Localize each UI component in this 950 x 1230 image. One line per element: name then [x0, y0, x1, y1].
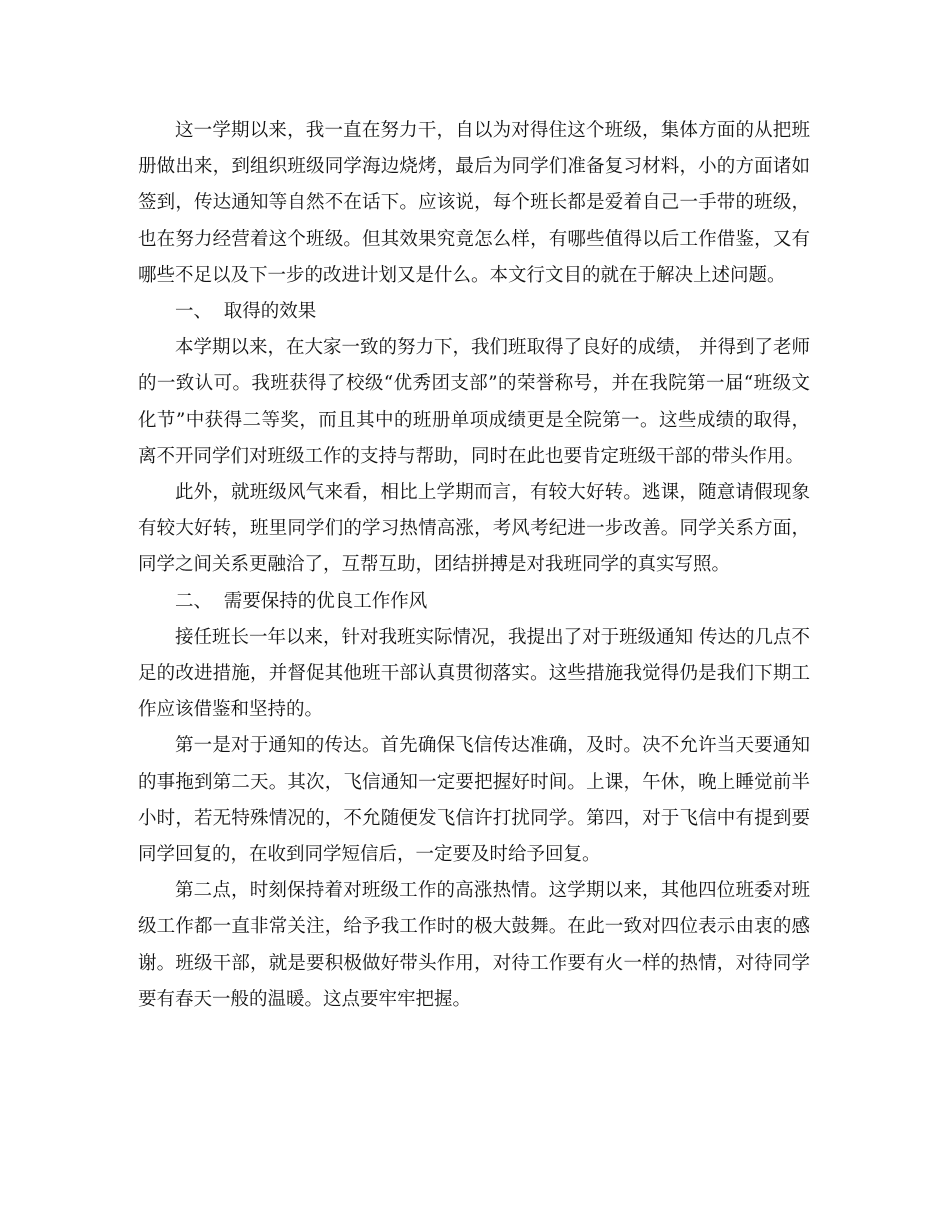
achievements-paragraph: 本学期以来，在大家一致的努力下，我们班取得了良好的成绩， 并得到了老师的一致认可。我班获得了校级“优秀团支部”的荣誉称号，并在我院第一届“班级文化节”中获得二等奖，而且其中的班册单项成绩更是全院第一。这些成绩的取得，离不开同学们对班级工作的支持与帮助，同时在此也要肯定班级干部的带头作用。	[138, 337, 810, 467]
class-atmosphere-paragraph: 此外，就班级风气来看，相比上学期而言，有较大好转。逃课，随意请假现象有较大好转，班里同学们的学习热情高涨，考风考纪进一步改善。同学关系方面，同学之间关系更融洽了，互帮互助，团结拼搏是对我班同学的真实写照。	[138, 482, 810, 576]
section-heading-achievements: 一、 取得的效果	[175, 301, 317, 323]
intro-paragraph: 这一学期以来，我一直在努力干，自以为对得住这个班级，集体方面的从把班册做出来，到组织班级同学海边烧烤，最后为同学们准备复习材料，小的方面诸如签到，传达通知等自然不在话下。应该说，每个班长都是爱着自己一手带的班级，也在努力经营着这个班级。但其效果究竟怎么样，有哪些值得以后工作借鉴，又有哪些不足以及下一步的改进计划又是什么。本文行文目的就在于解决上述问题。	[138, 120, 810, 286]
document-body	[138, 113, 810, 1018]
work-style-intro-paragraph: 接任班长一年以来，针对我班实际情况，我提出了对于班级通知 传达的几点不足的改进措施，并督促其他班干部认真贯彻落实。这些措施我觉得仍是我们下期工作应该借鉴和坚持的。	[138, 626, 810, 721]
enthusiasm-paragraph: 第二点，时刻保持着对班级工作的高涨热情。这学期以来，其他四位班委对班级工作都一直非常关注，给予我工作时的极大鼓舞。在此一致对四位表示由衷的感谢。班级干部，就是要积极做好带头作用，对待工作要有火一样的热情，对待同学要有春天一般的温暖。这点要牢牢把握。	[138, 880, 810, 1010]
notification-paragraph: 第一是对于通知的传达。首先确保飞信传达准确，及时。决不允许当天要通知的事拖到第二天。其次，飞信通知一定要把握好时间。上课，午休，晚上睡觉前半小时，若无特殊情况的，不允随便发飞信许打扰同学。第四，对于飞信中有提到要同学回复的，在收到同学短信后，一定要及时给予回复。	[138, 735, 810, 866]
section-heading-work-style: 二、 需要保持的优良工作作风	[175, 590, 428, 612]
